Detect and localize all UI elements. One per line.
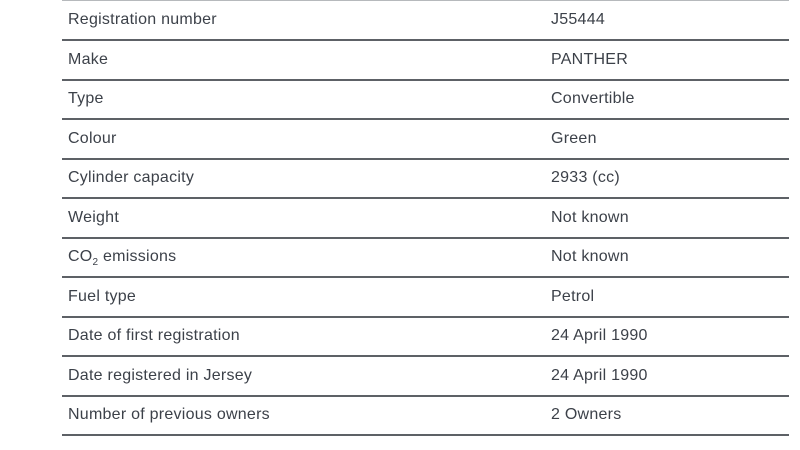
row-label: Cylinder capacity <box>62 159 551 199</box>
row-label-subscript: 2 <box>92 257 99 269</box>
row-label: Date registered in Jersey <box>62 356 551 396</box>
row-value: 2933 (cc) <box>551 159 789 199</box>
vehicle-details-table-body <box>62 1 789 436</box>
table-row <box>62 238 789 278</box>
row-value: 24 April 1990 <box>551 317 789 357</box>
table-row <box>62 159 789 199</box>
table-row <box>62 396 789 436</box>
row-value: Green <box>551 119 789 159</box>
vehicle-details-table <box>62 0 789 436</box>
row-value: PANTHER <box>551 40 789 80</box>
table-row <box>62 40 789 80</box>
row-label <box>62 238 551 278</box>
row-label: Type <box>62 80 551 120</box>
row-label: Date of first registration <box>62 317 551 357</box>
table-row <box>62 356 789 396</box>
row-value: 2 Owners <box>551 396 789 436</box>
row-value: Petrol <box>551 277 789 317</box>
row-label: Number of previous owners <box>62 396 551 436</box>
row-value: Not known <box>551 238 789 278</box>
row-value: 24 April 1990 <box>551 356 789 396</box>
row-label: Make <box>62 40 551 80</box>
table-row <box>62 198 789 238</box>
table-row <box>62 80 789 120</box>
table-row <box>62 317 789 357</box>
row-label: Weight <box>62 198 551 238</box>
row-value: Not known <box>551 198 789 238</box>
table-row <box>62 119 789 159</box>
row-label: Fuel type <box>62 277 551 317</box>
row-label-prefix: CO <box>68 248 93 266</box>
row-label: Registration number <box>62 1 551 41</box>
row-label-suffix: emissions <box>98 248 177 266</box>
row-label: Colour <box>62 119 551 159</box>
table-row <box>62 1 789 41</box>
table-row <box>62 277 789 317</box>
row-value: J55444 <box>551 1 789 41</box>
row-value: Convertible <box>551 80 789 120</box>
